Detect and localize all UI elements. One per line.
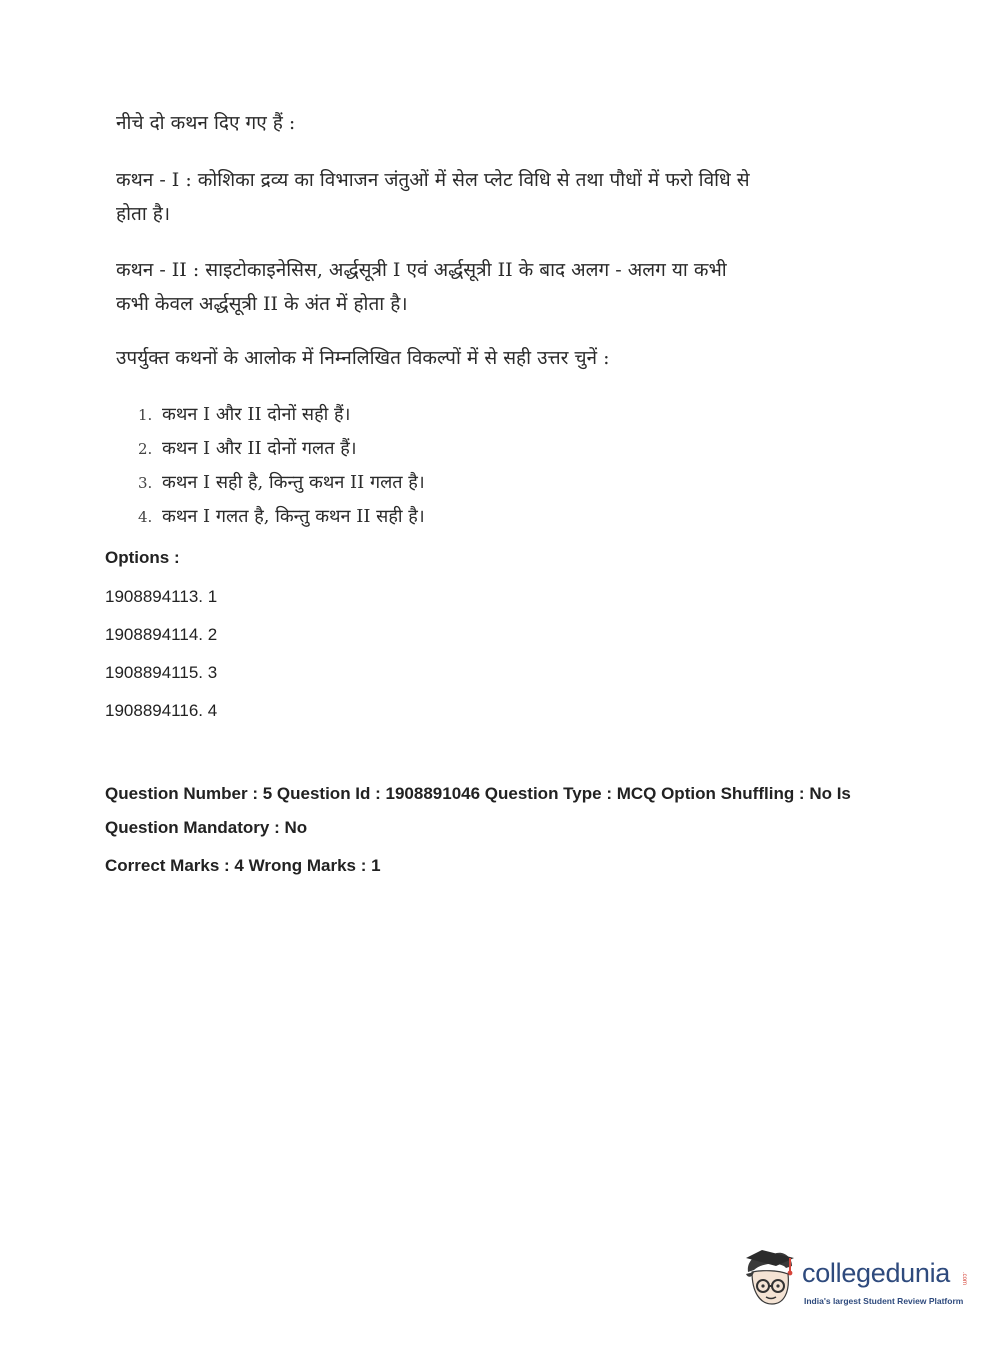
choice-number: 4.: [138, 508, 153, 526]
choice-number: 3.: [138, 474, 153, 492]
question-intro: नीचे दो कथन दिए गए हैं :: [116, 112, 296, 134]
question-meta-line-2: Question Mandatory : No: [105, 818, 308, 837]
choice-list: [138, 398, 425, 534]
choice-text: कथन I और II दोनों सही हैं।: [162, 404, 351, 425]
logo-tagline: India's largest Student Review Platform: [804, 1296, 964, 1306]
choice-text: कथन I सही है, किन्तु कथन II गलत है।: [162, 472, 425, 493]
choice-number: 1.: [138, 406, 153, 424]
logo-domain-suffix: .com: [961, 1272, 967, 1286]
question-instruction: उपर्युक्त कथनों के आलोक में निम्नलिखित विकल्पों में से सही उत्तर चुनें :: [116, 347, 610, 369]
choice-item: [138, 466, 425, 500]
choice-text: कथन I गलत है, किन्तु कथन II सही है।: [162, 506, 425, 527]
option-item: 1908894113. 1: [105, 587, 218, 606]
choice-text: कथन I और II दोनों गलत हैं।: [162, 438, 357, 459]
choice-item: [138, 398, 425, 432]
logo-wordmark: collegedunia: [802, 1258, 951, 1288]
option-item: 1908894116. 4: [105, 701, 218, 720]
collegedunia-logo: [742, 1248, 972, 1318]
choice-item: [138, 432, 425, 466]
option-item: 1908894114. 2: [105, 625, 218, 644]
options-title: Options :: [105, 548, 180, 567]
question-meta-line-1: Question Number : 5 Question Id : 1908891046 Question Type : MCQ Option Shuffling : No Is: [105, 784, 851, 803]
option-item: 1908894115. 3: [105, 663, 218, 682]
mascot-icon: [742, 1248, 800, 1310]
statement-1: कथन - I : कोशिका द्रव्य का विभाजन जंतुओं में सेल प्लेट विधि से तथा पौधों में फरो विधि से होता है।: [116, 169, 750, 225]
question-meta-line-3: Correct Marks : 4 Wrong Marks : 1: [105, 856, 381, 875]
statement-2: कथन - II : साइटोकाइनेसिस, अर्द्धसूत्री I एवं अर्द्धसूत्री II के बाद अलग - अलग या कभी कभी केवल अर्द्धसूत्री II के अंत में होता है।: [116, 259, 727, 315]
choice-item: [138, 500, 425, 534]
choice-number: 2.: [138, 440, 153, 458]
